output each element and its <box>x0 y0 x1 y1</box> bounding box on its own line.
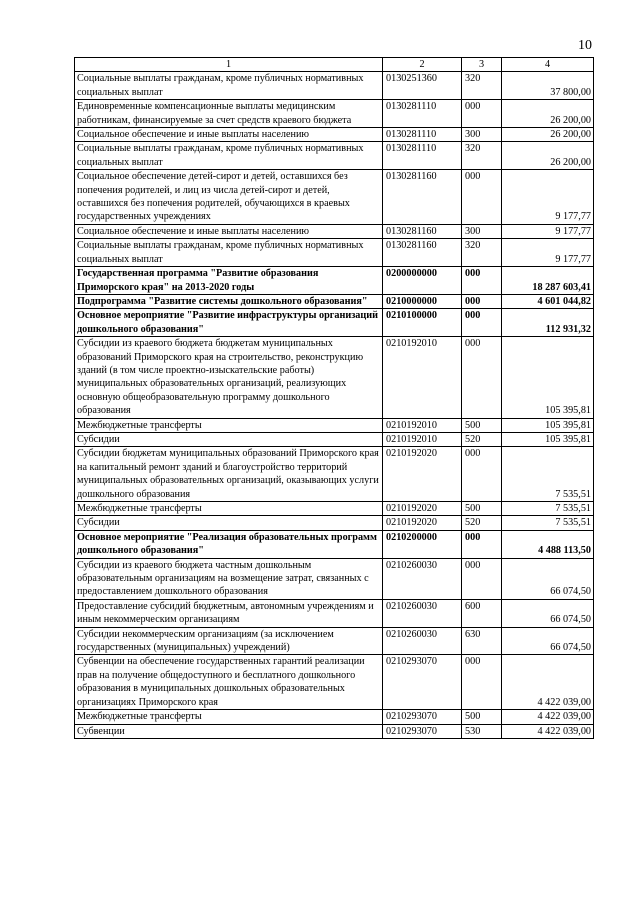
row-name-cell: Субсидии <box>75 432 383 446</box>
row-type-cell: 520 <box>462 432 502 446</box>
row-name-cell: Государственная программа "Развитие образования Приморского края" на 2013-2020 годы <box>75 267 383 295</box>
row-code-cell: 0210260030 <box>383 599 462 627</box>
row-type-cell: 000 <box>462 309 502 337</box>
row-name-cell: Социальные выплаты гражданам, кроме публичных нормативных социальных выплат <box>75 72 383 100</box>
table-row <box>75 72 594 100</box>
table-row <box>75 530 594 558</box>
row-amount-cell: 66 074,50 <box>502 599 594 627</box>
row-code-cell: 0210000000 <box>383 294 462 308</box>
row-code-cell: 0130281110 <box>383 142 462 170</box>
row-amount-cell: 9 177,77 <box>502 224 594 238</box>
row-code-cell: 0210293070 <box>383 655 462 710</box>
row-name-cell: Субвенции на обеспечение государственных гарантий реализации прав на получение общедоступного и бесплатного дошкольного образования в муниципальных дошкольных образовательных организациях Приморского края <box>75 655 383 710</box>
table-row <box>75 267 594 295</box>
table-row <box>75 418 594 432</box>
row-name-cell: Подпрограмма "Развитие системы дошкольного образования" <box>75 294 383 308</box>
table-row <box>75 309 594 337</box>
row-amount-cell: 4 422 039,00 <box>502 724 594 738</box>
row-code-cell: 0130281160 <box>383 239 462 267</box>
row-amount-cell: 26 200,00 <box>502 100 594 128</box>
row-code-cell: 0130281110 <box>383 128 462 142</box>
row-type-cell: 500 <box>462 710 502 724</box>
row-name-cell: Основное мероприятие "Реализация образовательных программ дошкольного образования" <box>75 530 383 558</box>
table-row <box>75 128 594 142</box>
row-name-cell: Субсидии некоммерческим организациям (за исключением государственных (муниципальных) учреждений) <box>75 627 383 655</box>
row-type-cell: 320 <box>462 72 502 100</box>
row-amount-cell: 112 931,32 <box>502 309 594 337</box>
row-name-cell: Социальное обеспечение и иные выплаты населению <box>75 224 383 238</box>
row-type-cell: 630 <box>462 627 502 655</box>
table-row <box>75 239 594 267</box>
row-name-cell: Основное мероприятие "Развитие инфраструктуры организаций дошкольного образования" <box>75 309 383 337</box>
row-code-cell: 0210260030 <box>383 558 462 599</box>
row-amount-cell: 7 535,51 <box>502 447 594 502</box>
table-row <box>75 516 594 530</box>
row-name-cell: Субсидии <box>75 516 383 530</box>
row-code-cell: 0210192020 <box>383 502 462 516</box>
table-row <box>75 224 594 238</box>
table-row <box>75 142 594 170</box>
header-col-4: 4 <box>502 58 594 72</box>
row-type-cell: 000 <box>462 558 502 599</box>
row-type-cell: 320 <box>462 239 502 267</box>
row-name-cell: Социальное обеспечение детей-сирот и детей, оставшихся без попечения родителей, и лиц из числа детей-сирот и детей, оставшихся без попечения родителей, обучающихся в краевых государственных учреждениях <box>75 170 383 225</box>
budget-table <box>74 57 594 739</box>
row-amount-cell: 9 177,77 <box>502 239 594 267</box>
table-row <box>75 294 594 308</box>
row-type-cell: 320 <box>462 142 502 170</box>
row-name-cell: Субсидии бюджетам муниципальных образований Приморского края на капитальный ремонт зданий и благоустройство территорий муниципальных образовательных организаций, оказывающих услуги дошкольного образования <box>75 447 383 502</box>
row-name-cell: Социальное обеспечение и иные выплаты населению <box>75 128 383 142</box>
table-row <box>75 170 594 225</box>
row-type-cell: 000 <box>462 447 502 502</box>
row-code-cell: 0130281110 <box>383 100 462 128</box>
row-name-cell: Межбюджетные трансферты <box>75 418 383 432</box>
table-row <box>75 710 594 724</box>
row-type-cell: 300 <box>462 224 502 238</box>
row-code-cell: 0210293070 <box>383 710 462 724</box>
row-name-cell: Межбюджетные трансферты <box>75 710 383 724</box>
row-name-cell: Единовременные компенсационные выплаты медицинским работникам, финансируемые за счет средств краевого бюджета <box>75 100 383 128</box>
row-amount-cell: 37 800,00 <box>502 72 594 100</box>
table-row <box>75 432 594 446</box>
row-amount-cell: 66 074,50 <box>502 627 594 655</box>
row-type-cell: 500 <box>462 418 502 432</box>
row-name-cell: Субсидии из краевого бюджета бюджетам муниципальных образований Приморского края на строительство, реконструкцию зданий (в том числе проектно-изыскательские работы) муниципальных образовательных организаций, реализующих основную общеобразовательную программу дошкольного образования <box>75 337 383 418</box>
row-amount-cell: 4 488 113,50 <box>502 530 594 558</box>
table-row <box>75 447 594 502</box>
row-name-cell: Межбюджетные трансферты <box>75 502 383 516</box>
table-header-row <box>75 58 594 72</box>
row-amount-cell: 105 395,81 <box>502 337 594 418</box>
row-type-cell: 000 <box>462 170 502 225</box>
row-type-cell: 600 <box>462 599 502 627</box>
row-code-cell: 0210192020 <box>383 516 462 530</box>
row-amount-cell: 26 200,00 <box>502 142 594 170</box>
row-amount-cell: 9 177,77 <box>502 170 594 225</box>
row-amount-cell: 7 535,51 <box>502 516 594 530</box>
header-col-2: 2 <box>383 58 462 72</box>
row-amount-cell: 7 535,51 <box>502 502 594 516</box>
row-type-cell: 500 <box>462 502 502 516</box>
row-type-cell: 530 <box>462 724 502 738</box>
row-code-cell: 0210100000 <box>383 309 462 337</box>
row-type-cell: 000 <box>462 530 502 558</box>
row-name-cell: Предоставление субсидий бюджетным, автономным учреждениям и иным некоммерческим организациям <box>75 599 383 627</box>
row-type-cell: 000 <box>462 337 502 418</box>
table-row <box>75 599 594 627</box>
row-code-cell: 0210192010 <box>383 418 462 432</box>
table-row <box>75 558 594 599</box>
row-code-cell: 0210192010 <box>383 337 462 418</box>
row-type-cell: 000 <box>462 267 502 295</box>
table-row <box>75 502 594 516</box>
row-name-cell: Субсидии из краевого бюджета частным дошкольным образовательным организациям на возмещение затрат, связанных с предоставлением дошкольного образования <box>75 558 383 599</box>
row-code-cell: 0200000000 <box>383 267 462 295</box>
header-col-1: 1 <box>75 58 383 72</box>
row-code-cell: 0130281160 <box>383 170 462 225</box>
row-type-cell: 000 <box>462 100 502 128</box>
row-name-cell: Субвенции <box>75 724 383 738</box>
row-code-cell: 0130251360 <box>383 72 462 100</box>
row-code-cell: 0210293070 <box>383 724 462 738</box>
row-code-cell: 0130281160 <box>383 224 462 238</box>
row-amount-cell: 4 601 044,82 <box>502 294 594 308</box>
row-type-cell: 000 <box>462 294 502 308</box>
row-name-cell: Социальные выплаты гражданам, кроме публичных нормативных социальных выплат <box>75 239 383 267</box>
table-row <box>75 100 594 128</box>
row-amount-cell: 4 422 039,00 <box>502 710 594 724</box>
table-row <box>75 337 594 418</box>
row-code-cell: 0210260030 <box>383 627 462 655</box>
row-type-cell: 300 <box>462 128 502 142</box>
row-name-cell: Социальные выплаты гражданам, кроме публичных нормативных социальных выплат <box>75 142 383 170</box>
row-code-cell: 0210200000 <box>383 530 462 558</box>
table-row <box>75 655 594 710</box>
row-type-cell: 000 <box>462 655 502 710</box>
row-amount-cell: 66 074,50 <box>502 558 594 599</box>
row-amount-cell: 18 287 603,41 <box>502 267 594 295</box>
row-amount-cell: 105 395,81 <box>502 418 594 432</box>
table-row <box>75 627 594 655</box>
row-type-cell: 520 <box>462 516 502 530</box>
row-amount-cell: 26 200,00 <box>502 128 594 142</box>
row-amount-cell: 4 422 039,00 <box>502 655 594 710</box>
page-number: 10 <box>578 38 592 53</box>
header-col-3: 3 <box>462 58 502 72</box>
row-amount-cell: 105 395,81 <box>502 432 594 446</box>
row-code-cell: 0210192010 <box>383 432 462 446</box>
table-row <box>75 724 594 738</box>
row-code-cell: 0210192020 <box>383 447 462 502</box>
